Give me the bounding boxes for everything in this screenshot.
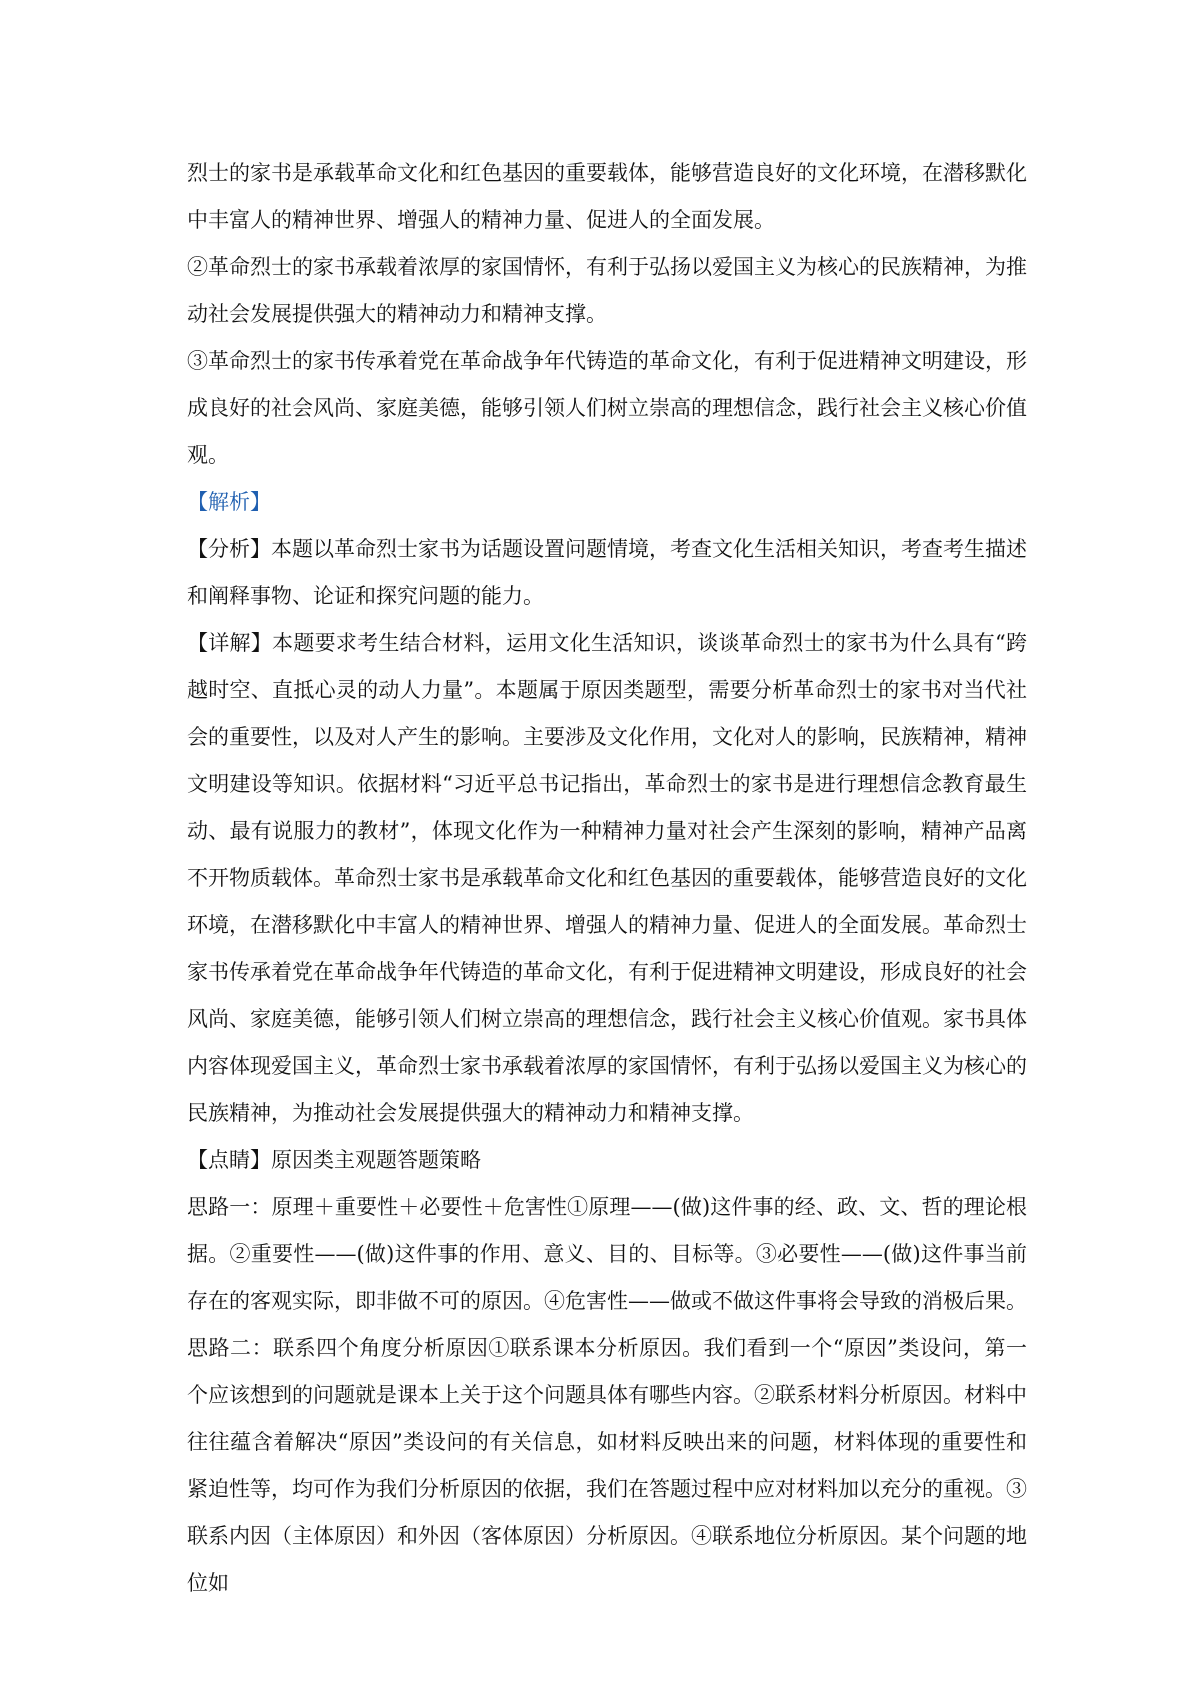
detail-paragraph: 【详解】本题要求考生结合材料，运用文化生活知识，谈谈革命烈士的家书为什么具有“跨越时空、直抵心灵的动人力量”。本题属于原因类题型，需要分析革命烈士的家书对当代社会的重要性，以及对人产生的影响。主要涉及文化作用，文化对人的影响，民族精神，精神文明建设等知识。依据材料“习近平总书记指出，革命烈士的家书是进行理想信念教育最生动、最有说服力的教材”，体现文化作为一种精神力量对社会产生深刻的影响，精神产品离不开物质载体。革命烈士家书是承载革命文化和红色基因的重要载体，能够营造良好的文化环境，在潜移默化中丰富人的精神世界、增强人的精神力量、促进人的全面发展。革命烈士家书传承着党在革命战争年代铸造的革命文化，有利于促进精神文明建设，形成良好的社会风尚、家庭美德，能够引领人们树立崇高的理想信念，践行社会主义核心价值观。家书具体内容体现爱国主义，革命烈士家书承载着浓厚的家国情怀，有利于弘扬以爱国主义为核心的民族精神，为推动社会发展提供强大的精神动力和精神支撑。 <box>187 631 1027 1125</box>
answer-paragraph-1: 烈士的家书是承载革命文化和红色基因的重要载体，能够营造良好的文化环境，在潜移默化中丰富人的精神世界、增强人的精神力量、促进人的全面发展。 <box>187 161 1027 232</box>
answer-paragraph-3: ③革命烈士的家书传承着党在革命战争年代铸造的革命文化，有利于促进精神文明建设，形成良好的社会风尚、家庭美德，能够引领人们树立崇高的理想信念，践行社会主义核心价值观。 <box>187 349 1027 467</box>
tip-heading-paragraph: 【点睛】原因类主观题答题策略 <box>187 1148 481 1172</box>
document-page <box>187 150 1027 1607</box>
answer-paragraph-2: ②革命烈士的家书承载着浓厚的家国情怀，有利于弘扬以爱国主义为核心的民族精神，为推动社会发展提供强大的精神动力和精神支撑。 <box>187 255 1027 326</box>
analysis-heading: 【解析】 <box>187 490 271 514</box>
analysis-paragraph: 【分析】本题以革命烈士家书为话题设置问题情境，考查文化生活相关知识，考查考生描述和阐释事物、论证和探究问题的能力。 <box>187 537 1027 608</box>
approach-one-paragraph: 思路一：原理＋重要性＋必要性＋危害性①原理——(做)这件事的经、政、文、哲的理论根据。②重要性——(做)这件事的作用、意义、目的、目标等。③必要性——(做)这件事当前存在的客观实际，即非做不可的原因。④危害性——做或不做这件事将会导致的消极后果。 <box>187 1195 1027 1313</box>
approach-two-paragraph: 思路二：联系四个角度分析原因①联系课本分析原因。我们看到一个“原因”类设问，第一个应该想到的问题就是课本上关于这个问题具体有哪些内容。②联系材料分析原因。材料中往往蕴含着解决“原因”类设问的有关信息，如材料反映出来的问题，材料体现的重要性和紧迫性等，均可作为我们分析原因的依据，我们在答题过程中应对材料加以充分的重视。③联系内因（主体原因）和外因（客体原因）分析原因。④联系地位分析原因。某个问题的地位如 <box>187 1336 1027 1595</box>
